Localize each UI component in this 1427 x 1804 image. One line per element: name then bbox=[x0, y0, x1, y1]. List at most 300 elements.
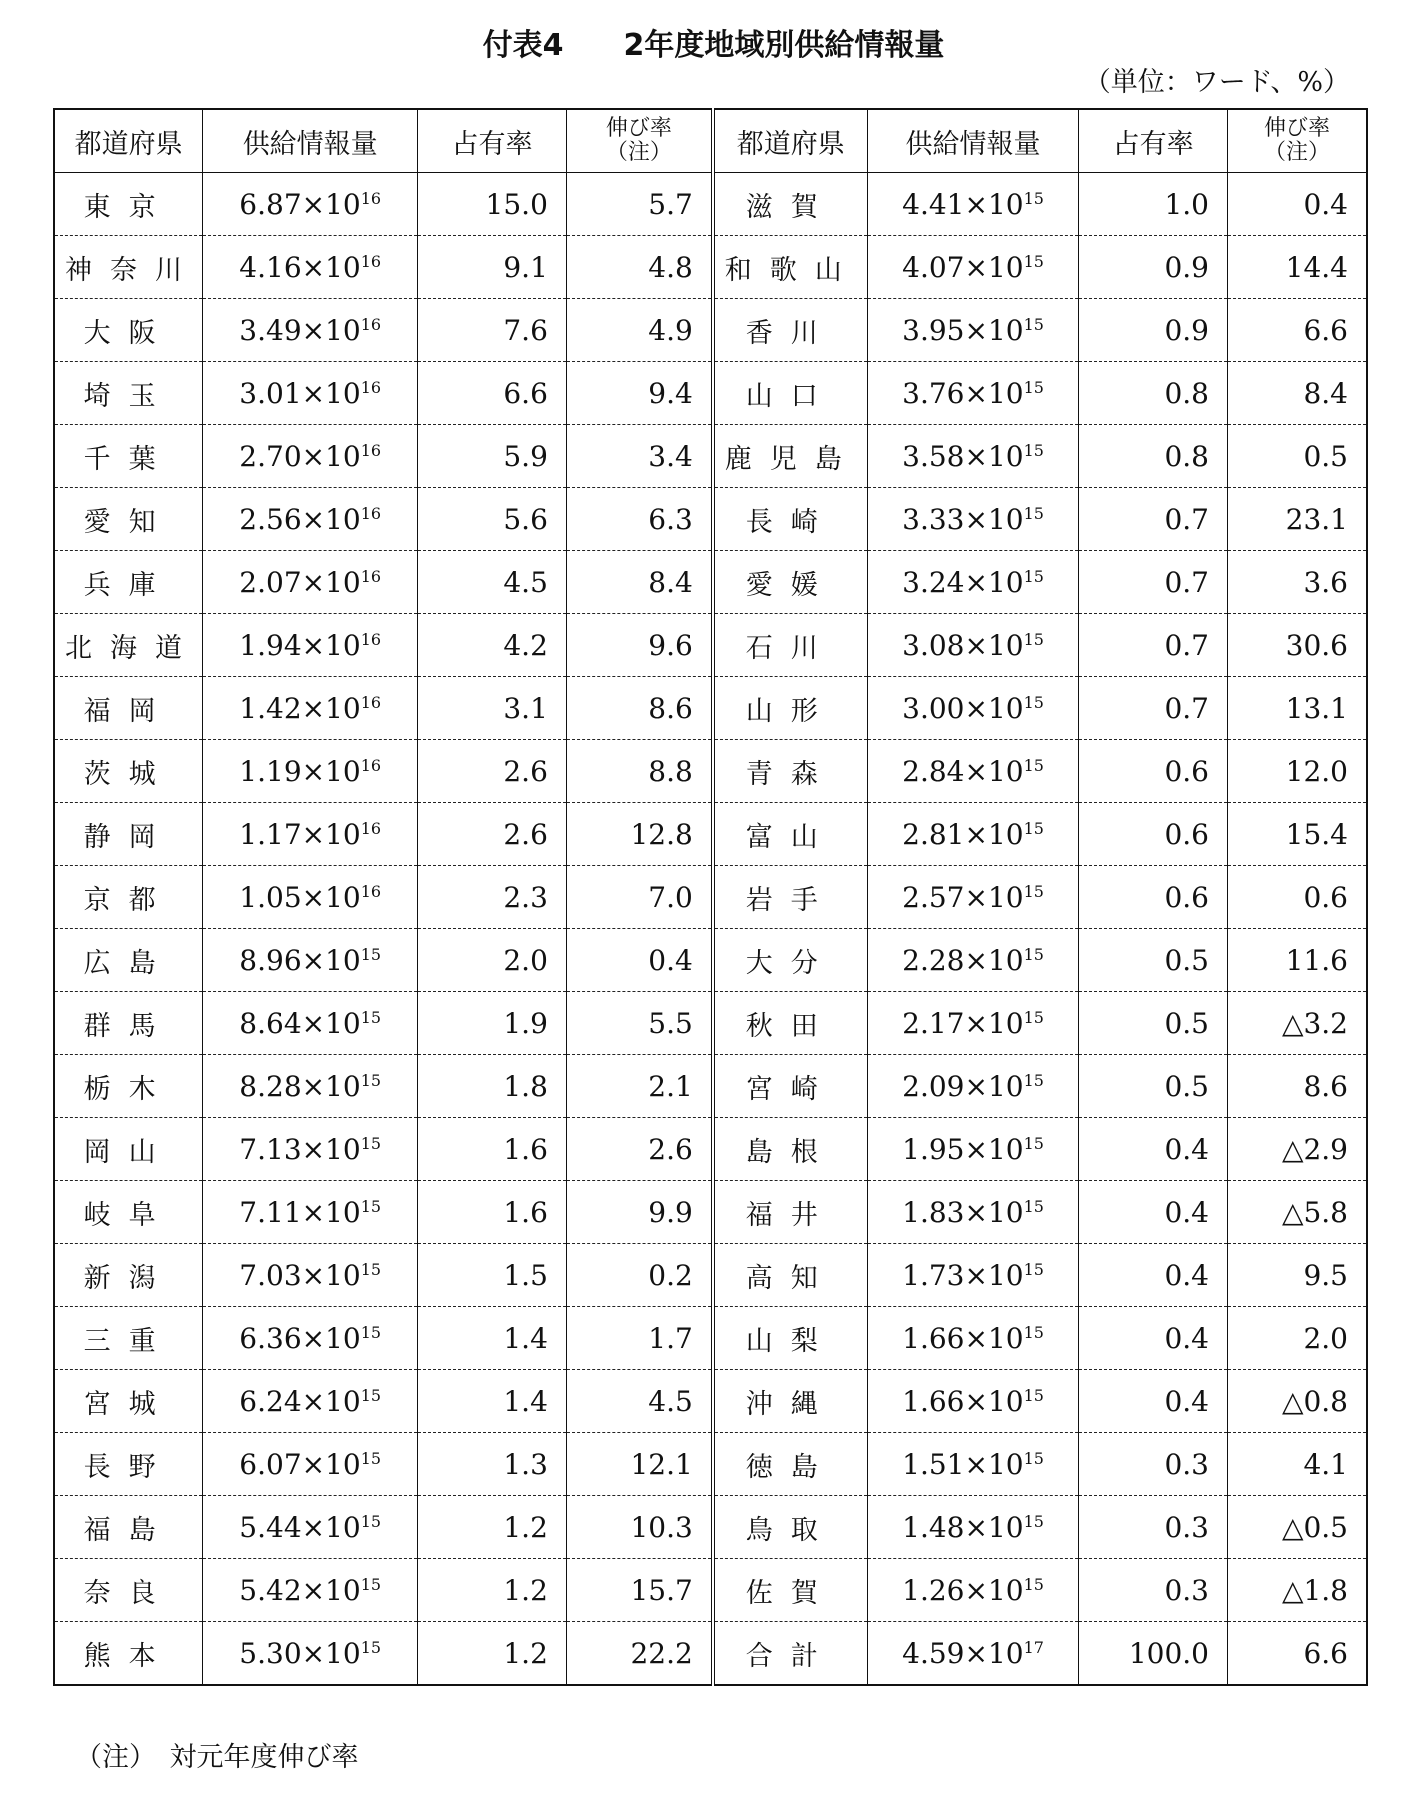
share-cell: 5.6 bbox=[418, 488, 567, 551]
amount-exponent: 15 bbox=[360, 1448, 382, 1468]
amount-base: 2.56×10 bbox=[239, 502, 361, 536]
amount-exponent: 15 bbox=[1023, 566, 1044, 586]
share-cell: 0.4 bbox=[1079, 1307, 1228, 1370]
amount-cell bbox=[867, 488, 1078, 551]
share-cell: 0.7 bbox=[1079, 677, 1228, 740]
growth-cell: 2.1 bbox=[566, 1055, 712, 1118]
amount-exponent: 15 bbox=[1023, 755, 1044, 775]
share-cell: 0.5 bbox=[1079, 929, 1228, 992]
share-cell: 1.6 bbox=[418, 1181, 567, 1244]
amount-cell bbox=[203, 299, 418, 362]
table-row bbox=[54, 1181, 1367, 1244]
header-share: 占有率 bbox=[1079, 109, 1228, 173]
amount-exponent: 15 bbox=[360, 1196, 382, 1216]
share-cell: 0.8 bbox=[1079, 362, 1228, 425]
prefecture-cell: 大分 bbox=[713, 929, 868, 992]
table-row bbox=[54, 677, 1367, 740]
share-cell: 1.6 bbox=[418, 1118, 567, 1181]
amount-exponent: 16 bbox=[360, 251, 382, 271]
amount-exponent: 15 bbox=[1023, 1448, 1044, 1468]
header-prefecture: 都道府県 bbox=[54, 109, 203, 173]
amount-base: 7.13×10 bbox=[239, 1132, 361, 1166]
table-row bbox=[54, 1496, 1367, 1559]
amount-cell bbox=[203, 1244, 418, 1307]
amount-base: 1.19×10 bbox=[239, 754, 361, 788]
prefecture-cell: 岐阜 bbox=[54, 1181, 203, 1244]
growth-cell: 13.1 bbox=[1228, 677, 1368, 740]
share-cell: 5.9 bbox=[418, 425, 567, 488]
amount-exponent: 16 bbox=[360, 377, 382, 397]
amount-cell bbox=[203, 929, 418, 992]
table-row bbox=[54, 173, 1367, 236]
prefecture-cell: 大阪 bbox=[54, 299, 203, 362]
prefecture-cell: 岩手 bbox=[713, 866, 868, 929]
amount-cell bbox=[203, 1496, 418, 1559]
amount-cell bbox=[203, 866, 418, 929]
amount-cell bbox=[867, 551, 1078, 614]
share-cell: 0.3 bbox=[1079, 1496, 1228, 1559]
amount-cell bbox=[203, 677, 418, 740]
amount-exponent: 16 bbox=[360, 755, 382, 775]
amount-base: 1.66×10 bbox=[902, 1384, 1024, 1418]
table-row bbox=[54, 1244, 1367, 1307]
amount-cell bbox=[867, 1181, 1078, 1244]
growth-cell: 5.7 bbox=[566, 173, 712, 236]
amount-exponent: 15 bbox=[360, 1007, 382, 1027]
amount-cell bbox=[203, 992, 418, 1055]
share-cell: 4.2 bbox=[418, 614, 567, 677]
amount-cell bbox=[203, 488, 418, 551]
growth-cell: 4.1 bbox=[1228, 1433, 1368, 1496]
table-row bbox=[54, 1370, 1367, 1433]
amount-cell bbox=[867, 1118, 1078, 1181]
prefecture-cell: 愛媛 bbox=[713, 551, 868, 614]
amount-cell bbox=[867, 677, 1078, 740]
header-amount: 供給情報量 bbox=[203, 109, 418, 173]
amount-exponent: 15 bbox=[1023, 818, 1044, 838]
amount-exponent: 15 bbox=[1023, 1322, 1044, 1342]
amount-cell bbox=[203, 1307, 418, 1370]
prefecture-cell: 熊本 bbox=[54, 1622, 203, 1686]
amount-cell bbox=[203, 1622, 418, 1686]
share-cell: 1.0 bbox=[1079, 173, 1228, 236]
amount-base: 5.44×10 bbox=[239, 1510, 361, 1544]
prefecture-cell: 高知 bbox=[713, 1244, 868, 1307]
amount-exponent: 15 bbox=[1023, 188, 1044, 208]
share-cell: 0.6 bbox=[1079, 740, 1228, 803]
prefecture-cell: 群馬 bbox=[54, 992, 203, 1055]
prefecture-cell: 富山 bbox=[713, 803, 868, 866]
amount-base: 3.95×10 bbox=[902, 313, 1024, 347]
prefecture-cell: 和歌山 bbox=[713, 236, 868, 299]
amount-exponent: 17 bbox=[1023, 1637, 1044, 1657]
amount-exponent: 15 bbox=[1023, 1070, 1044, 1090]
growth-cell: 0.6 bbox=[1228, 866, 1368, 929]
table-row bbox=[54, 1559, 1367, 1622]
amount-cell bbox=[203, 1370, 418, 1433]
table-body bbox=[54, 173, 1367, 1686]
growth-cell: 6.6 bbox=[1228, 1622, 1368, 1686]
amount-cell bbox=[203, 1181, 418, 1244]
amount-base: 1.05×10 bbox=[239, 880, 361, 914]
share-cell: 0.6 bbox=[1079, 866, 1228, 929]
share-cell: 0.3 bbox=[1079, 1559, 1228, 1622]
table-row bbox=[54, 1055, 1367, 1118]
amount-exponent: 16 bbox=[360, 818, 382, 838]
growth-cell: 6.6 bbox=[1228, 299, 1368, 362]
prefecture-cell: 新潟 bbox=[54, 1244, 203, 1307]
share-cell: 0.5 bbox=[1079, 992, 1228, 1055]
prefecture-cell: 沖縄 bbox=[713, 1370, 868, 1433]
header-amount: 供給情報量 bbox=[867, 109, 1078, 173]
prefecture-cell: 山梨 bbox=[713, 1307, 868, 1370]
header-growth-label: 伸び率 bbox=[1263, 116, 1330, 141]
unit-label: （単位：ワード、%） bbox=[1083, 67, 1350, 98]
growth-cell: 23.1 bbox=[1228, 488, 1368, 551]
growth-cell: 30.6 bbox=[1228, 614, 1368, 677]
amount-base: 2.57×10 bbox=[902, 880, 1024, 914]
growth-cell: 9.5 bbox=[1228, 1244, 1368, 1307]
growth-cell: 0.4 bbox=[566, 929, 712, 992]
growth-cell: △3.2 bbox=[1228, 992, 1368, 1055]
share-cell: 0.4 bbox=[1079, 1118, 1228, 1181]
amount-cell bbox=[203, 362, 418, 425]
amount-cell bbox=[867, 362, 1078, 425]
table-row bbox=[54, 992, 1367, 1055]
amount-exponent: 15 bbox=[1023, 1259, 1044, 1279]
amount-cell bbox=[867, 1622, 1078, 1686]
table-row bbox=[54, 866, 1367, 929]
amount-cell bbox=[203, 614, 418, 677]
table-row bbox=[54, 551, 1367, 614]
amount-exponent: 15 bbox=[360, 1322, 382, 1342]
share-cell: 0.4 bbox=[1079, 1181, 1228, 1244]
prefecture-cell: 茨城 bbox=[54, 740, 203, 803]
amount-base: 1.42×10 bbox=[239, 691, 361, 725]
amount-exponent: 15 bbox=[1023, 251, 1044, 271]
growth-cell: 1.7 bbox=[566, 1307, 712, 1370]
amount-base: 2.70×10 bbox=[239, 439, 361, 473]
prefecture-cell: 鳥取 bbox=[713, 1496, 868, 1559]
amount-exponent: 15 bbox=[1023, 1574, 1044, 1594]
table-row bbox=[54, 425, 1367, 488]
growth-cell: 4.5 bbox=[566, 1370, 712, 1433]
prefecture-cell: 福岡 bbox=[54, 677, 203, 740]
share-cell: 6.6 bbox=[418, 362, 567, 425]
header-prefecture: 都道府県 bbox=[713, 109, 868, 173]
table-row bbox=[54, 488, 1367, 551]
amount-exponent: 15 bbox=[1023, 1511, 1044, 1531]
growth-cell: 4.9 bbox=[566, 299, 712, 362]
growth-cell: 8.6 bbox=[1228, 1055, 1368, 1118]
share-cell: 0.7 bbox=[1079, 614, 1228, 677]
footnote: （注） 対元年度伸び率 bbox=[75, 1742, 359, 1773]
prefecture-cell: 愛知 bbox=[54, 488, 203, 551]
amount-cell bbox=[867, 425, 1078, 488]
amount-cell bbox=[203, 1559, 418, 1622]
table-row bbox=[54, 1307, 1367, 1370]
amount-base: 4.41×10 bbox=[902, 187, 1024, 221]
growth-cell: 14.4 bbox=[1228, 236, 1368, 299]
amount-exponent: 15 bbox=[1023, 503, 1044, 523]
growth-cell: 15.4 bbox=[1228, 803, 1368, 866]
share-cell: 1.3 bbox=[418, 1433, 567, 1496]
amount-exponent: 15 bbox=[1023, 881, 1044, 901]
prefecture-cell: 神奈川 bbox=[54, 236, 203, 299]
amount-cell bbox=[867, 1433, 1078, 1496]
prefecture-cell: 滋賀 bbox=[713, 173, 868, 236]
amount-exponent: 15 bbox=[360, 1511, 382, 1531]
prefecture-cell: 福島 bbox=[54, 1496, 203, 1559]
amount-base: 1.66×10 bbox=[902, 1321, 1024, 1355]
amount-base: 3.00×10 bbox=[902, 691, 1024, 725]
amount-cell bbox=[203, 1118, 418, 1181]
share-cell: 4.5 bbox=[418, 551, 567, 614]
share-cell: 9.1 bbox=[418, 236, 567, 299]
prefecture-cell: 北海道 bbox=[54, 614, 203, 677]
table-row bbox=[54, 236, 1367, 299]
prefecture-cell: 広島 bbox=[54, 929, 203, 992]
amount-base: 5.30×10 bbox=[239, 1636, 361, 1670]
amount-exponent: 15 bbox=[1023, 1133, 1044, 1153]
growth-cell: 12.1 bbox=[566, 1433, 712, 1496]
amount-cell bbox=[867, 1307, 1078, 1370]
growth-cell: 3.6 bbox=[1228, 551, 1368, 614]
growth-cell: 3.4 bbox=[566, 425, 712, 488]
amount-exponent: 16 bbox=[360, 503, 382, 523]
growth-cell: 9.4 bbox=[566, 362, 712, 425]
growth-cell: 0.2 bbox=[566, 1244, 712, 1307]
share-cell: 0.5 bbox=[1079, 1055, 1228, 1118]
amount-exponent: 16 bbox=[360, 881, 382, 901]
amount-base: 7.11×10 bbox=[239, 1195, 361, 1229]
header-share: 占有率 bbox=[418, 109, 567, 173]
share-cell: 2.3 bbox=[418, 866, 567, 929]
growth-cell: △2.9 bbox=[1228, 1118, 1368, 1181]
amount-base: 1.95×10 bbox=[902, 1132, 1024, 1166]
amount-base: 3.08×10 bbox=[902, 628, 1024, 662]
share-cell: 2.0 bbox=[418, 929, 567, 992]
growth-cell: 8.4 bbox=[1228, 362, 1368, 425]
prefecture-cell: 長崎 bbox=[713, 488, 868, 551]
amount-cell bbox=[867, 866, 1078, 929]
amount-cell bbox=[867, 236, 1078, 299]
amount-exponent: 15 bbox=[1023, 629, 1044, 649]
amount-base: 2.09×10 bbox=[902, 1069, 1024, 1103]
growth-cell: 8.4 bbox=[566, 551, 712, 614]
prefecture-cell: 秋田 bbox=[713, 992, 868, 1055]
amount-base: 2.81×10 bbox=[902, 817, 1024, 851]
share-cell: 0.7 bbox=[1079, 488, 1228, 551]
amount-base: 7.03×10 bbox=[239, 1258, 361, 1292]
amount-exponent: 15 bbox=[1023, 1196, 1044, 1216]
growth-cell: 2.6 bbox=[566, 1118, 712, 1181]
prefecture-cell: 徳島 bbox=[713, 1433, 868, 1496]
prefecture-cell: 栃木 bbox=[54, 1055, 203, 1118]
amount-base: 3.33×10 bbox=[902, 502, 1024, 536]
table-row bbox=[54, 614, 1367, 677]
amount-base: 1.83×10 bbox=[902, 1195, 1024, 1229]
growth-cell: 12.0 bbox=[1228, 740, 1368, 803]
amount-base: 2.07×10 bbox=[239, 565, 361, 599]
share-cell: 1.2 bbox=[418, 1622, 567, 1686]
amount-base: 1.26×10 bbox=[902, 1573, 1024, 1607]
amount-cell bbox=[867, 1244, 1078, 1307]
amount-exponent: 15 bbox=[1023, 1007, 1044, 1027]
table-row bbox=[54, 1118, 1367, 1181]
amount-exponent: 15 bbox=[360, 944, 382, 964]
amount-exponent: 15 bbox=[1023, 377, 1044, 397]
share-cell: 0.7 bbox=[1079, 551, 1228, 614]
amount-cell bbox=[867, 1370, 1078, 1433]
amount-cell bbox=[203, 551, 418, 614]
prefecture-cell: 三重 bbox=[54, 1307, 203, 1370]
share-cell: 1.8 bbox=[418, 1055, 567, 1118]
prefecture-cell: 長野 bbox=[54, 1433, 203, 1496]
growth-cell: 9.6 bbox=[566, 614, 712, 677]
share-cell: 1.2 bbox=[418, 1559, 567, 1622]
amount-cell bbox=[203, 803, 418, 866]
amount-base: 8.64×10 bbox=[239, 1006, 361, 1040]
amount-exponent: 15 bbox=[360, 1574, 382, 1594]
amount-base: 3.76×10 bbox=[902, 376, 1024, 410]
amount-base: 8.28×10 bbox=[239, 1069, 361, 1103]
share-cell: 7.6 bbox=[418, 299, 567, 362]
amount-exponent: 16 bbox=[360, 440, 382, 460]
amount-base: 5.42×10 bbox=[239, 1573, 361, 1607]
table-row bbox=[54, 929, 1367, 992]
table-row bbox=[54, 740, 1367, 803]
amount-cell bbox=[867, 1559, 1078, 1622]
header-growth-note: （注） bbox=[605, 140, 672, 165]
table-row bbox=[54, 362, 1367, 425]
growth-cell: 11.6 bbox=[1228, 929, 1368, 992]
growth-cell: △5.8 bbox=[1228, 1181, 1368, 1244]
amount-base: 4.59×10 bbox=[902, 1636, 1024, 1670]
growth-cell: 10.3 bbox=[566, 1496, 712, 1559]
share-cell: 100.0 bbox=[1079, 1622, 1228, 1686]
share-cell: 0.9 bbox=[1079, 299, 1228, 362]
amount-base: 1.48×10 bbox=[902, 1510, 1024, 1544]
amount-base: 1.94×10 bbox=[239, 628, 361, 662]
amount-base: 3.58×10 bbox=[902, 439, 1024, 473]
growth-cell: 12.8 bbox=[566, 803, 712, 866]
amount-exponent: 15 bbox=[1023, 314, 1044, 334]
share-cell: 2.6 bbox=[418, 740, 567, 803]
amount-base: 1.73×10 bbox=[902, 1258, 1024, 1292]
table-row bbox=[54, 803, 1367, 866]
prefecture-cell: 香川 bbox=[713, 299, 868, 362]
amount-base: 3.01×10 bbox=[239, 376, 361, 410]
amount-cell bbox=[867, 173, 1078, 236]
growth-cell: 0.5 bbox=[1228, 425, 1368, 488]
prefecture-cell: 石川 bbox=[713, 614, 868, 677]
amount-exponent: 15 bbox=[360, 1637, 382, 1657]
prefecture-cell: 東京 bbox=[54, 173, 203, 236]
amount-base: 2.28×10 bbox=[902, 943, 1024, 977]
amount-cell bbox=[867, 929, 1078, 992]
amount-cell bbox=[203, 236, 418, 299]
amount-exponent: 15 bbox=[1023, 1385, 1044, 1405]
prefecture-cell: 京都 bbox=[54, 866, 203, 929]
share-cell: 3.1 bbox=[418, 677, 567, 740]
share-cell: 2.6 bbox=[418, 803, 567, 866]
amount-cell bbox=[867, 992, 1078, 1055]
share-cell: 0.9 bbox=[1079, 236, 1228, 299]
amount-cell bbox=[203, 1055, 418, 1118]
amount-cell bbox=[867, 1055, 1078, 1118]
amount-cell bbox=[203, 1433, 418, 1496]
table-row bbox=[54, 1433, 1367, 1496]
amount-base: 8.96×10 bbox=[239, 943, 361, 977]
amount-cell bbox=[867, 803, 1078, 866]
share-cell: 1.9 bbox=[418, 992, 567, 1055]
prefecture-cell: 山形 bbox=[713, 677, 868, 740]
amount-exponent: 16 bbox=[360, 629, 382, 649]
amount-exponent: 15 bbox=[1023, 944, 1044, 964]
header-growth bbox=[1228, 109, 1368, 173]
amount-cell bbox=[867, 740, 1078, 803]
amount-exponent: 15 bbox=[1023, 692, 1044, 712]
share-cell: 1.5 bbox=[418, 1244, 567, 1307]
amount-cell bbox=[203, 740, 418, 803]
share-cell: 0.3 bbox=[1079, 1433, 1228, 1496]
amount-exponent: 16 bbox=[360, 566, 382, 586]
header-growth-label: 伸び率 bbox=[605, 116, 672, 141]
amount-cell bbox=[203, 173, 418, 236]
amount-base: 6.24×10 bbox=[239, 1384, 361, 1418]
growth-cell: 22.2 bbox=[566, 1622, 712, 1686]
amount-cell bbox=[203, 425, 418, 488]
prefecture-cell: 埼玉 bbox=[54, 362, 203, 425]
share-cell: 0.4 bbox=[1079, 1244, 1228, 1307]
growth-cell: △1.8 bbox=[1228, 1559, 1368, 1622]
amount-base: 1.51×10 bbox=[902, 1447, 1024, 1481]
amount-exponent: 16 bbox=[360, 188, 382, 208]
table-title: 付表4 2年度地域別供給情報量 bbox=[482, 28, 945, 63]
prefecture-cell: 福井 bbox=[713, 1181, 868, 1244]
growth-cell: △0.8 bbox=[1228, 1370, 1368, 1433]
prefecture-cell: 宮崎 bbox=[713, 1055, 868, 1118]
header-row bbox=[54, 109, 1367, 173]
share-cell: 1.4 bbox=[418, 1307, 567, 1370]
prefecture-cell: 佐賀 bbox=[713, 1559, 868, 1622]
amount-cell bbox=[867, 614, 1078, 677]
amount-exponent: 16 bbox=[360, 314, 382, 334]
amount-exponent: 15 bbox=[1023, 440, 1044, 460]
amount-base: 4.07×10 bbox=[902, 250, 1024, 284]
share-cell: 0.6 bbox=[1079, 803, 1228, 866]
table-row bbox=[54, 299, 1367, 362]
growth-cell: 8.6 bbox=[566, 677, 712, 740]
prefecture-cell: 奈良 bbox=[54, 1559, 203, 1622]
header-growth bbox=[566, 109, 712, 173]
prefecture-cell: 青森 bbox=[713, 740, 868, 803]
growth-cell: 6.3 bbox=[566, 488, 712, 551]
growth-cell: 0.4 bbox=[1228, 173, 1368, 236]
prefecture-cell: 合計 bbox=[713, 1622, 868, 1686]
prefecture-cell: 宮城 bbox=[54, 1370, 203, 1433]
growth-cell: △0.5 bbox=[1228, 1496, 1368, 1559]
share-cell: 1.2 bbox=[418, 1496, 567, 1559]
prefecture-cell: 千葉 bbox=[54, 425, 203, 488]
growth-cell: 5.5 bbox=[566, 992, 712, 1055]
share-cell: 0.8 bbox=[1079, 425, 1228, 488]
amount-base: 2.84×10 bbox=[902, 754, 1024, 788]
amount-base: 3.24×10 bbox=[902, 565, 1024, 599]
growth-cell: 7.0 bbox=[566, 866, 712, 929]
amount-exponent: 15 bbox=[360, 1070, 382, 1090]
